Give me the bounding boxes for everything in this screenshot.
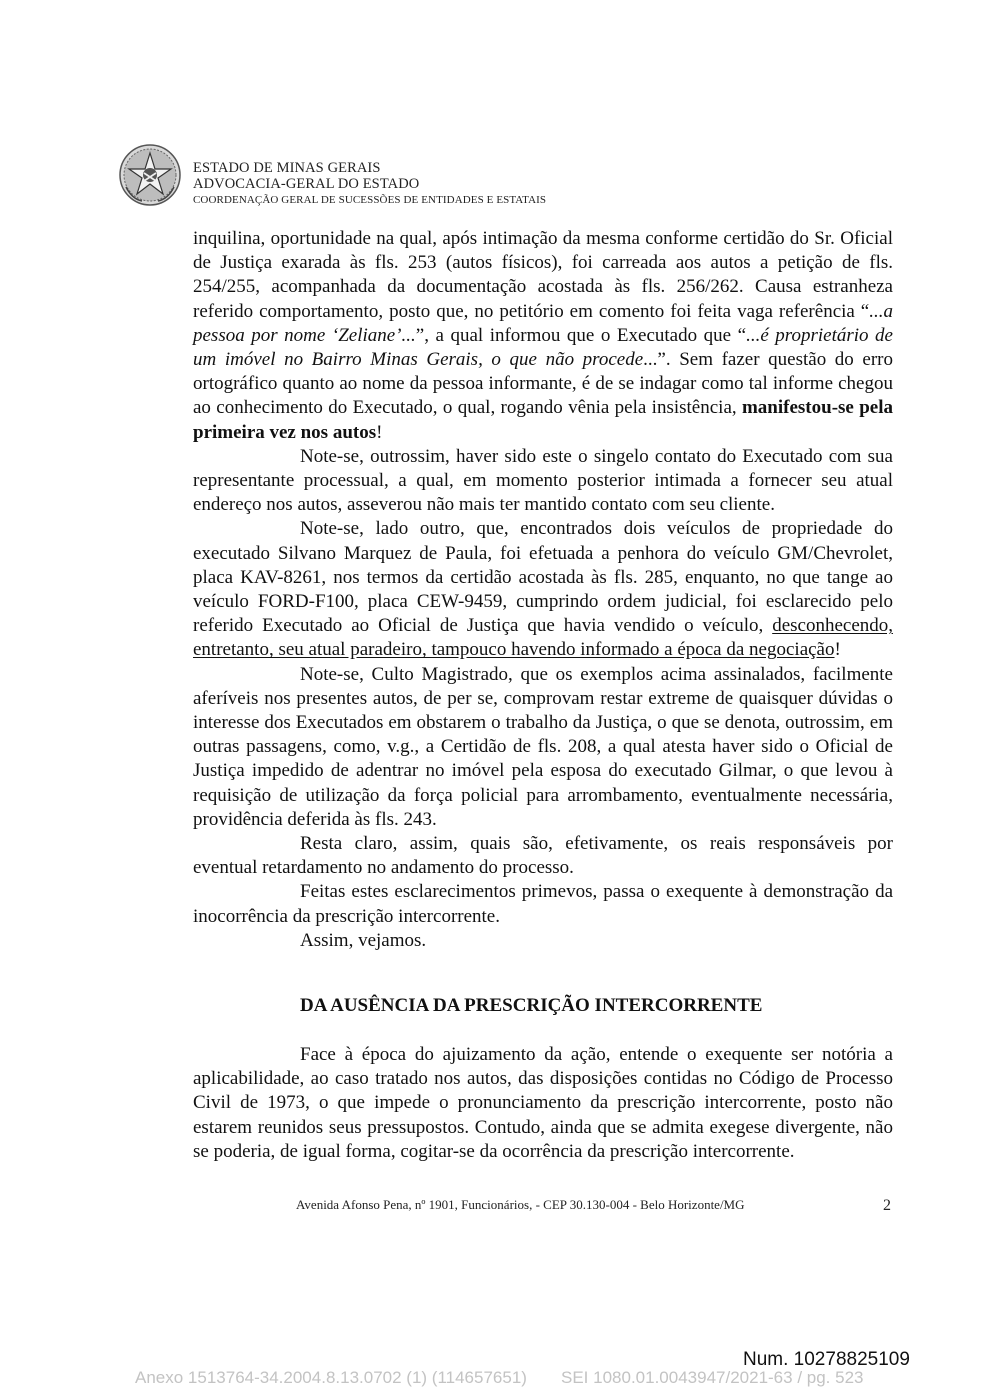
paragraph-7: Assim, vejamos. [300, 929, 427, 951]
annex-stamp: Anexo 1513764-34.2004.8.13.0702 (1) (114657651) [135, 1368, 527, 1387]
coat-of-arms-seal-icon [118, 143, 182, 207]
p1-text-a: inquilina, oportunidade na qual, após intimação da mesma conforme certidão do Sr. Oficial de Justiça exarada às fls. 253 (autos físicos), foi carreada aos autos a petição de fls. 254/255, acompanhada da documentação acostada às fls. 256/262. Causa estranheza referido comportamento, posto que, no petitório em comento foi feita vaga referência “ [193, 228, 893, 322]
p1-quote-2: ...é proprietário de um imóvel no Bairro Minas Gerais, o que não procede [193, 324, 893, 371]
letterhead-department: COORDENAÇÃO GERAL DE SUCESSÕES DE ENTIDADES E ESTATAIS [193, 194, 547, 206]
document-body-continued [193, 1043, 893, 1164]
paragraph-5: Resta claro, assim, quais são, efetivamente, os reais responsáveis por eventual retardamento no andamento do processo. [193, 833, 893, 879]
paragraph-6: Feitas estes esclarecimentos primevos, passa o exequente à demonstração da inocorrência da prescrição intercorrente. [193, 881, 893, 927]
p3-text-a: Note-se, lado outro, que, encontrados dois veículos de propriedade do executado Silvano Marquez de Paula, foi efetuada a penhora do veículo GM/Chevrolet, placa KAV-8261, nos termos da certidão acostada às fls. 285, enquanto, no que tange ao veículo FORD-F100, placa CEW-9459, cumprindo ordem judicial, foi esclarecido pelo referido Executado ao Oficial de Justiça que havia vendido o veículo, [193, 518, 893, 637]
p3-underlined: desconhecendo, entretanto, seu atual paradeiro, tampouco havendo informado a época da negociação [193, 615, 893, 661]
sei-stamp: SEI 1080.01.0043947/2021-63 / pg. 523 [561, 1368, 864, 1387]
document-body [193, 227, 893, 953]
letterhead-state: ESTADO DE MINAS GERAIS [193, 160, 381, 176]
p3-text-c: ! [834, 639, 841, 661]
letterhead-agency: ADVOCACIA-GERAL DO ESTADO [193, 176, 420, 192]
page-number: 2 [883, 1197, 891, 1214]
p1-text-g: ! [376, 421, 383, 443]
paragraph-4: Note-se, Culto Magistrado, que os exemplos acima assinalados, facilmente aferíveis nos presentes autos, de per se, comprovam restar extreme de quaisquer dúvidas o interesse dos Executados em obstarem o trabalho da Justiça, o que se denota, outrossim, em outras passagens, como, v.g., a Certidão de fls. 208, a qual atesta haver sido o Oficial de Justiça impedido de adentrar no imóvel pela esposa do executado Gilmar, o que levou à requisição de utilização da força policial para arrombamento, eventualmente necessária, providência deferida às fls. 243. [193, 663, 893, 830]
paragraph-8: Face à época do ajuizamento da ação, entende o exequente ser notória a aplicabilidade, ao caso tratado nos autos, das disposições contidas no Código de Processo Civil de 1973, o que impede o pronunciamento da prescrição intercorrente, posto não estarem reunidos seus pressupostos. Contudo, ainda que se admita exegese divergente, não se poderia, de igual forma, cogitar-se da ocorrência da prescrição intercorrente. [193, 1044, 893, 1162]
p1-quote-1: ...a pessoa por nome ‘Zeliane’... [193, 300, 893, 346]
p1-text-e: ...”. Sem fazer questão do erro ortográfico quanto ao nome da pessoa informante, é de se indagar como tal informe chegou ao conhecimento do Executado, o qual, rogando vênia pela insistência, [193, 349, 893, 419]
paragraph-2: Note-se, outrossim, haver sido este o singelo contato do Executado com sua representante processual, a qual, em momento posterior intimada a fornecer seu atual endereço nos autos, asseverou não mais ter mantido contato com seu cliente. [193, 445, 893, 516]
letterhead [193, 160, 546, 208]
footer-address: Avenida Afonso Pena, nº 1901, Funcionários, - CEP 30.130-004 - Belo Horizonte/MG [296, 1197, 745, 1212]
paragraph-3 [193, 517, 893, 662]
document-number-stamp: Num. 10278825109 [743, 1349, 910, 1370]
p1-bold-emphasis: manifestou-se pela primeira vez nos autos [193, 397, 893, 443]
paragraph-1 [193, 227, 893, 445]
section-heading: DA AUSÊNCIA DA PRESCRIÇÃO INTERCORRENTE [300, 995, 763, 1016]
p1-text-c: ”, a qual informou que o Executado que “ [415, 324, 747, 346]
